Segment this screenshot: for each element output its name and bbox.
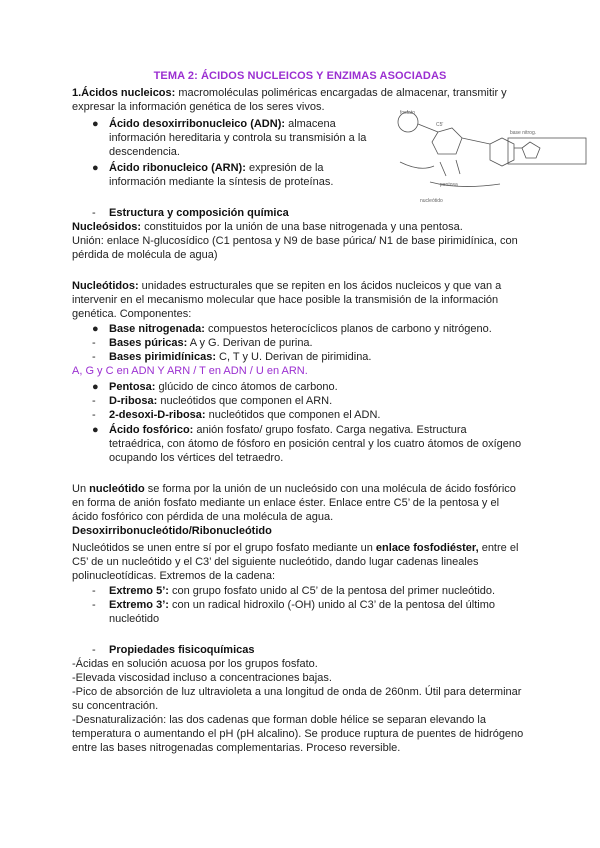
bullet-icon: ●	[92, 118, 99, 130]
dash-icon: -	[92, 599, 96, 611]
arn-label: Ácido ribonucleico (ARN):	[109, 162, 246, 174]
desoxirribosa-text: nucleótidos que componen el ADN.	[205, 409, 381, 421]
nucleotido-para-pre: Un	[72, 483, 90, 495]
base-nitrogenada-text: compuestos heterocíclicos planos de carbono y nitrógeno.	[204, 323, 492, 335]
bases-pirimidinicas-line	[109, 350, 371, 364]
extremo-5-line	[109, 584, 495, 598]
desoxirribosa-line	[109, 408, 380, 422]
nucleotido-para-text-1: se forma por la unión de un nucleósido con una molécula de ácido fosfórico	[144, 483, 516, 495]
base-nitrogenada-label: Base nitrogenada:	[109, 323, 205, 335]
intro-line-2: expresar la información genética de los seres vivos.	[72, 101, 325, 113]
propiedad-line: su concentración.	[72, 700, 159, 712]
dash-icon: -	[92, 351, 96, 363]
polinuc-line-1	[72, 541, 518, 555]
desoxirribosa-label: 2-desoxi-D-ribosa:	[109, 409, 206, 421]
nucleosidos-label: Nucleósidos:	[72, 221, 142, 233]
dash-icon: -	[92, 337, 96, 349]
arn-line-2: información mediante la síntesis de proteínas.	[109, 176, 334, 188]
base-box	[508, 138, 586, 164]
adn-line-2: información hereditaria y controla su transmisión a la	[109, 132, 367, 144]
bases-puricas-line	[109, 336, 313, 350]
arn-line-1	[109, 161, 324, 175]
bullet-icon: ●	[92, 381, 99, 393]
polinuc-line-2: C5’ de un nucleótido y el C3’ del siguiente nucleótido, dando lugar cadenas lineales	[72, 556, 479, 568]
svg-text:pentosa: pentosa	[440, 182, 458, 188]
extremo-5-label: Extremo 5’:	[109, 585, 169, 597]
union-line-2: pérdida de molécula de agua)	[72, 249, 218, 261]
propiedad-line: entre las bases nitrogenadas complementarias. Proceso reversible.	[72, 742, 401, 754]
polinuc-text-1c: entre el	[478, 542, 519, 554]
fosforico-line-1	[109, 423, 467, 437]
extremo-3-text-1: con un radical hidroxilo (-OH) unido al C3’ de la pentosa del último	[168, 599, 496, 611]
dash-icon: -	[92, 395, 96, 407]
bases-note: A, G y C en ADN Y ARN / T en ADN / U en ARN.	[72, 365, 308, 377]
pentosa-line	[109, 380, 338, 394]
intro-text-1: macromoléculas poliméricas encargadas de almacenar, transmitir y	[175, 87, 507, 99]
section-heading-properties: Propiedades fisicoquímicas	[109, 644, 255, 656]
propiedad-line: -Ácidas en solución acuosa por los grupos fosfato.	[72, 658, 318, 670]
svg-text:nucleótido: nucleótido	[420, 198, 443, 204]
enlace-fosfodiester: enlace fosfodiéster,	[375, 542, 479, 554]
polinuc-line-3: polinucleotídicas. Extremos de la cadena:	[72, 570, 276, 582]
adn-label: Ácido desoxirribonucleico (ADN):	[109, 118, 286, 130]
pentosa-text: glúcido de cinco átomos de carbono.	[155, 381, 338, 393]
bullet-icon: ●	[92, 424, 99, 436]
nucleotido-para-line-2: en forma de anión fosfato mediante un enlace éster. Enlace entre C5’ de la pentosa y el	[72, 497, 500, 509]
bases-pirimidinicas-label: Bases pirimidínicas:	[109, 351, 216, 363]
nucleotide-sketch-image	[390, 102, 590, 212]
nucleotidos-line-2: intervenir en el mecanismo molecular que hace posible la transmisión de la información	[72, 294, 499, 306]
dribosa-line	[109, 394, 332, 408]
intro-line-1	[72, 86, 507, 100]
fosforico-text-1: anión fosfato/ grupo fosfato. Carga negativa. Estructura	[193, 424, 467, 436]
extremo-3-label: Extremo 3’:	[109, 599, 169, 611]
extremo-5-text: con grupo fosfato unido al C5’ de la pentosa del primer nucleótido.	[168, 585, 496, 597]
dribosa-text: nucleótidos que componen el ARN.	[157, 395, 333, 407]
nucleotidos-text-1: unidades estructurales que se repiten en los ácidos nucleicos y que van a	[138, 280, 502, 292]
propiedad-line: -Desnaturalización: las dos cadenas que forman doble hélice se separan elevando la	[72, 714, 486, 726]
dash-icon: -	[92, 207, 96, 219]
intro-heading: 1.Ácidos nucleicos:	[72, 87, 176, 99]
bullet-icon: ●	[92, 162, 99, 174]
nucleotidos-line-3: genética. Componentes:	[72, 308, 192, 320]
fosforico-line-3: ocupando los vértices del tetraedro.	[109, 452, 284, 464]
dash-icon: -	[92, 585, 96, 597]
adn-line-1	[109, 117, 336, 131]
pentose-ring	[432, 128, 462, 154]
dash-icon: -	[92, 409, 96, 421]
nucleotido-para-line-3: ácido fosfórico con pérdida de una molécula de agua.	[72, 511, 334, 523]
nucleotido-para-line-1	[72, 482, 516, 496]
bullet-icon: ●	[92, 323, 99, 335]
svg-text:fosfato: fosfato	[400, 110, 416, 116]
polinuc-text-1a: Nucleótidos se unen entre sí por el grupo fosfato mediante un	[72, 542, 376, 554]
nucleosidos-line	[72, 220, 463, 234]
adn-line-3: descendencia.	[109, 146, 180, 158]
pentosa-label: Pentosa:	[109, 381, 156, 393]
propiedad-line: temperatura o aumentando el pH (pH alcalino). Se produce ruptura de puentes de hidrógeno	[72, 728, 524, 740]
propiedad-line: -Elevada viscosidad incluso a concentraciones bajas.	[72, 672, 332, 684]
base-nitrogenada-line	[109, 322, 492, 336]
dribosa-label: D-ribosa:	[109, 395, 158, 407]
nucleotidos-line-1	[72, 279, 501, 293]
nucleotidos-label: Nucleótidos:	[72, 280, 139, 292]
svg-text:C5': C5'	[436, 122, 444, 128]
fosforico-label: Ácido fosfórico:	[109, 424, 194, 436]
bases-pirimidinicas-text: C, T y U. Derivan de pirimidina.	[216, 351, 372, 363]
arn-text-1: expresión de la	[245, 162, 324, 174]
union-line-1: Unión: enlace N-glucosídico (C1 pentosa y N9 de base púrica/ N1 de base pirimidínica, con	[72, 235, 518, 247]
svg-text:base nitrog.: base nitrog.	[510, 130, 537, 136]
nucleotido-bold: nucleótido	[89, 483, 145, 495]
bases-puricas-text: A y G. Derivan de purina.	[187, 337, 313, 349]
page-title: TEMA 2: ÁCIDOS NUCLEICOS Y ENZIMAS ASOCIADAS	[153, 70, 447, 82]
section-heading-structure: Estructura y composición química	[109, 207, 289, 219]
subheading-desoxirribonucleotido: Desoxirribonucleótido/Ribonucleótido	[72, 525, 272, 537]
extremo-3-line-2: nucleótido	[109, 613, 160, 625]
bases-puricas-label: Bases púricas:	[109, 337, 188, 349]
fosforico-line-2: tetraédrica, con átomo de fósforo en posición central y los cuatro átomos de oxígeno	[109, 438, 522, 450]
propiedad-line: -Pico de absorción de luz ultravioleta a una longitud de onda de 260nm. Útil para determinar	[72, 686, 522, 698]
adn-text-1: almacena	[285, 118, 336, 130]
dash-icon: -	[92, 644, 96, 656]
nucleosidos-text: constituidos por la unión de una base nitrogenada y una pentosa.	[141, 221, 463, 233]
extremo-3-line	[109, 598, 495, 612]
